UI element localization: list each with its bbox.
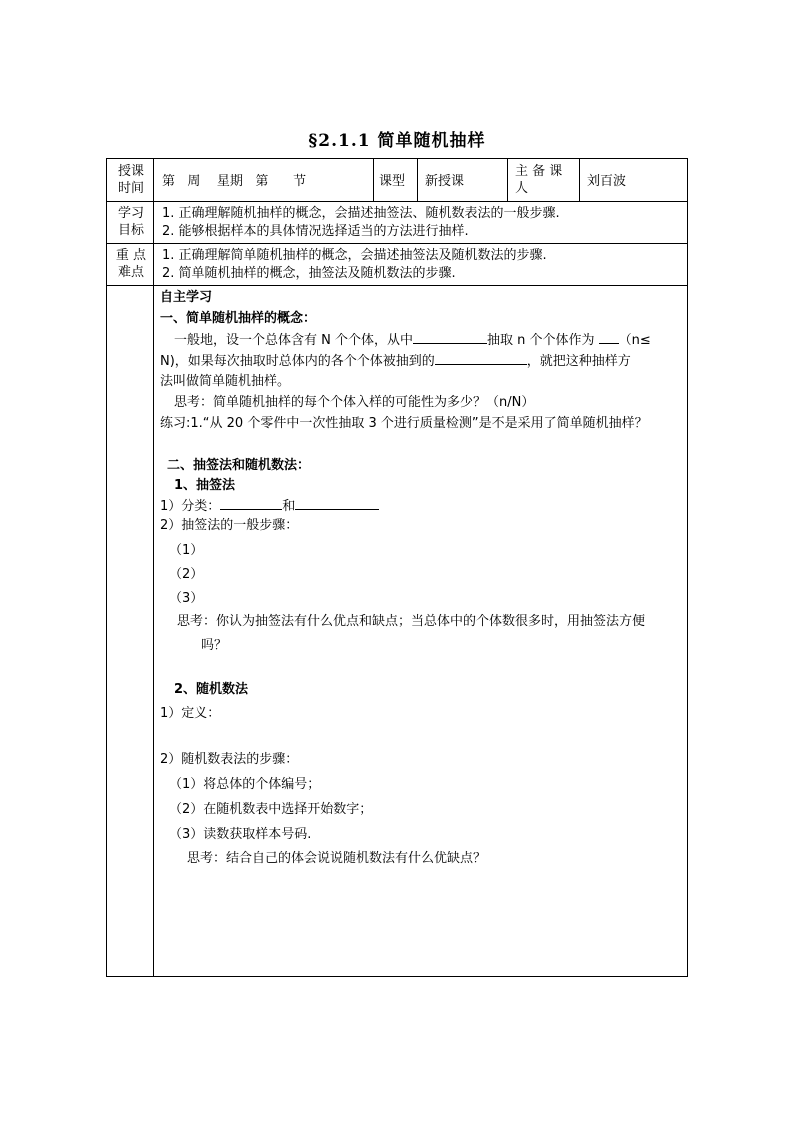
row-divider xyxy=(107,243,687,244)
column-divider xyxy=(373,159,374,201)
lesson-plan-table xyxy=(106,158,688,977)
key-points-label: 重 点 难点 xyxy=(115,248,147,280)
time-value: 第 周 星期 第 节 xyxy=(162,174,307,189)
section-heading: 二、抽签法和随机数法： xyxy=(167,458,311,473)
preparer-label: 主 备 课 人 xyxy=(515,164,563,196)
goal-item: 2. 能够根据样本的具体情况选择适当的方法进行抽样. xyxy=(162,224,469,239)
think-question: 吗？ xyxy=(201,638,228,653)
section-heading: 一、简单随机抽样的概念： xyxy=(160,311,317,326)
key-point-item: 1. 正确理解简单随机抽样的概念，会描述抽签法及随机数法的步骤. xyxy=(162,248,547,263)
step-item: （3） xyxy=(169,591,204,606)
steps-label: 2）抽签法的一般步骤： xyxy=(160,518,299,533)
preparer-value: 刘百波 xyxy=(587,174,627,189)
step-item: （2）在随机数表中选择开始数字； xyxy=(169,802,373,817)
goal-item: 1. 正确理解随机抽样的概念，会描述抽签法、随机数表法的一般步骤. xyxy=(162,206,560,221)
think-question: 思考：结合自己的体会说说随机数法有什么优缺点？ xyxy=(187,851,487,866)
step-item: （3）读数获取样本号码. xyxy=(169,827,312,842)
subsection-heading: 2、随机数法 xyxy=(174,682,249,697)
step-item: （2） xyxy=(169,567,204,582)
think-question: 思考：简单随机抽样的每个个体入样的可能性为多少？（n/N） xyxy=(174,395,535,410)
key-point-item: 2. 简单随机抽样的概念，抽签法及随机数法的步骤. xyxy=(162,266,456,281)
fill-blank[interactable] xyxy=(413,331,487,344)
steps-label: 2）随机数表法的步骤： xyxy=(160,752,299,767)
fill-blank[interactable] xyxy=(295,497,379,510)
column-divider xyxy=(579,159,580,201)
think-question: 思考：你认为抽签法有什么优点和缺点；当总体中的个体数很多时，用抽签法方便 xyxy=(177,614,646,629)
column-divider xyxy=(507,159,508,201)
page-title: §2.1.1 简单随机抽样 xyxy=(308,131,486,151)
fill-blank[interactable] xyxy=(599,331,619,344)
definition-label: 1）定义： xyxy=(160,706,221,721)
goals-label: 学习 目标 xyxy=(117,206,144,238)
step-item: （1）将总体的个体编号； xyxy=(169,777,321,792)
column-divider xyxy=(153,159,154,976)
classification-line: 1）分类： 和 xyxy=(160,497,379,516)
step-item: （1） xyxy=(169,543,204,558)
definition-line: N)，如果每次抽取时总体内的各个个体被抽到的 ，就把这种抽样方 xyxy=(160,354,631,369)
time-label: 授课 时间 xyxy=(117,164,144,196)
column-divider xyxy=(417,159,418,201)
row-divider xyxy=(107,285,687,286)
subsection-heading: 1、抽签法 xyxy=(174,478,236,493)
row-divider xyxy=(107,201,687,202)
type-label: 课型 xyxy=(379,174,406,189)
practice-question: 练习:1.“从 20 个零件中一次性抽取 3 个进行质量检测”是不是采用了简单随机抽样？ xyxy=(160,416,648,431)
definition-line: 法叫做简单随机抽样。 xyxy=(160,374,291,389)
self-study-heading: 自主学习 xyxy=(160,290,213,305)
fill-blank[interactable] xyxy=(435,352,527,365)
fill-blank[interactable] xyxy=(220,497,282,510)
type-value: 新授课 xyxy=(425,174,465,189)
definition-line: 一般地，设一个总体含有 N 个个体，从中 抽取 n 个个体作为 （n≤ xyxy=(174,333,651,348)
